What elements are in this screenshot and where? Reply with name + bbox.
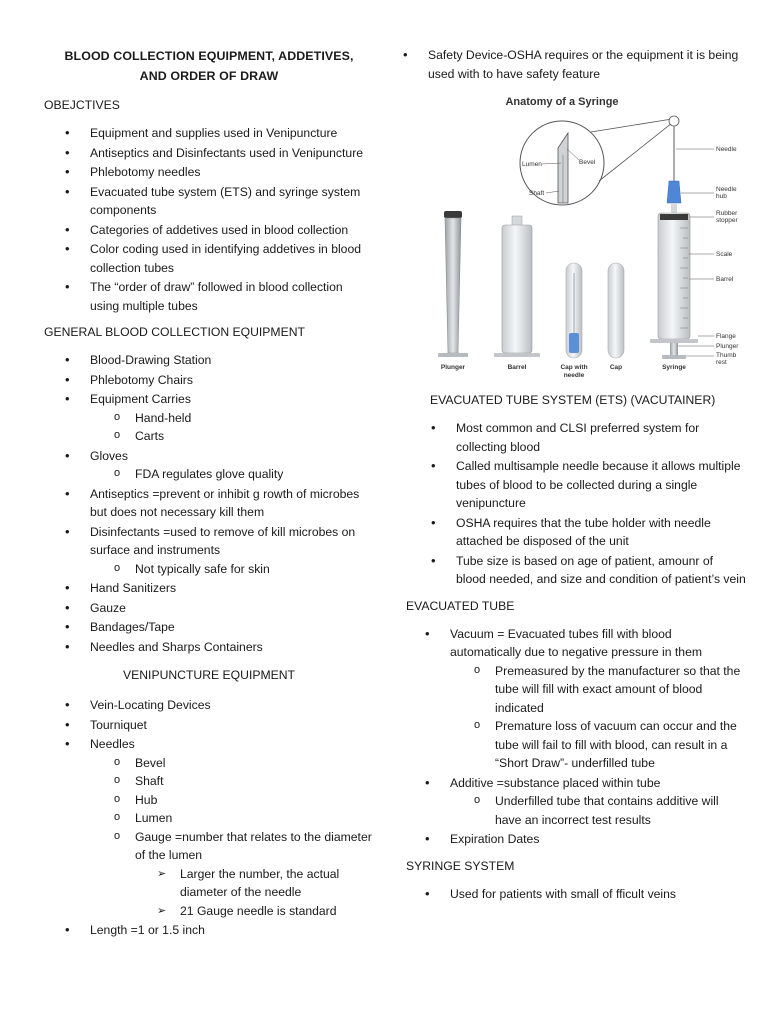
list-item: • Color coding used in identifying addetives in blood collection tubes bbox=[44, 240, 374, 277]
label-rubber-stopper-2: stopper bbox=[716, 217, 738, 224]
list-item bbox=[44, 447, 374, 484]
right-column bbox=[406, 0, 746, 904]
list-item: • Phlebotomy Chairs bbox=[44, 371, 374, 390]
label-thumb-rest-2: rest bbox=[716, 359, 727, 366]
left-column bbox=[44, 0, 374, 941]
general-equipment-list bbox=[44, 351, 374, 656]
label-needle: Needle bbox=[716, 146, 737, 153]
sub-list-item: o Shaft bbox=[90, 772, 374, 791]
list-item-text: Needles bbox=[90, 737, 135, 751]
list-item bbox=[404, 774, 746, 830]
sub-list bbox=[44, 409, 374, 446]
cap-needle-hub bbox=[569, 333, 579, 353]
label-bevel: Bevel bbox=[579, 159, 596, 166]
list-item: • Antiseptics and Disinfectants used in Venipuncture bbox=[44, 144, 374, 163]
evacuated-tube-list bbox=[404, 625, 746, 849]
safety-list bbox=[382, 46, 746, 83]
barrel-tip bbox=[512, 216, 522, 226]
list-item bbox=[44, 735, 374, 920]
venipuncture-heading: VENIPUNCTURE EQUIPMENT bbox=[123, 668, 295, 682]
list-item-text: Gloves bbox=[90, 448, 128, 463]
syringe-tip bbox=[671, 203, 677, 213]
sub-list-item: o Premeasured by the manufacturer so that the tube will fill with exact amount of blood indicated bbox=[450, 662, 746, 718]
zoom-line bbox=[591, 119, 672, 132]
syringe-barrel bbox=[658, 213, 690, 339]
sub-list bbox=[404, 662, 746, 773]
sub-list-item: o Bevel bbox=[90, 754, 374, 773]
title-line-2: AND ORDER OF DRAW bbox=[139, 69, 279, 83]
caption-barrel: Barrel bbox=[507, 364, 527, 371]
barrel-flange bbox=[494, 353, 540, 357]
list-item: • Needles and Sharps Containers bbox=[44, 638, 374, 657]
list-item: • Tube size is based on age of patient, amounr of blood needed, and size and condition of patient’s vein bbox=[410, 552, 746, 589]
list-item: • Equipment and supplies used in Venipuncture bbox=[44, 124, 374, 143]
sub-list-item: o Hub bbox=[90, 791, 374, 810]
list-item: • Most common and CLSI preferred system for collecting blood bbox=[410, 419, 746, 456]
syringe-anatomy-figure bbox=[434, 93, 746, 379]
label-lumen: Lumen bbox=[522, 161, 542, 168]
list-item: • Categories of addetives used in blood collection bbox=[44, 221, 374, 240]
plunger-rod bbox=[445, 218, 461, 353]
list-item-text: Vacuum = Evacuated tubes fill with blood automatically due to negative pressure in them bbox=[450, 626, 703, 659]
label-shaft: Shaft bbox=[529, 190, 545, 197]
label-barrel: Barrel bbox=[716, 276, 734, 283]
sub-list-item: o Carts bbox=[90, 427, 374, 446]
sub-sub-list bbox=[90, 865, 374, 921]
list-item: • Called multisample needle because it allows multiple tubes of blood to be collected during a single venipuncture bbox=[410, 457, 746, 513]
label-rubber-stopper-1: Rubber bbox=[716, 210, 738, 217]
sub-list-item: o FDA regulates glove quality bbox=[90, 465, 374, 484]
list-item: • Used for patients with small of fficult veins bbox=[404, 885, 746, 904]
label-flange: Flange bbox=[716, 333, 736, 340]
list-item: • Phlebotomy needles bbox=[44, 163, 374, 182]
list-item: • Vein-Locating Devices bbox=[44, 696, 374, 715]
list-item-text: Additive =substance placed within tube bbox=[450, 775, 661, 790]
sub-list-item: o Underfilled tube that contains additive will have an incorrect test results bbox=[450, 792, 746, 829]
syringe-flange bbox=[650, 339, 698, 343]
syringe-system-heading: SYRINGE SYSTEM bbox=[406, 858, 515, 873]
list-item: • Gauze bbox=[44, 599, 374, 618]
sub-list-item: o Lumen bbox=[90, 809, 374, 828]
list-item-text: Disinfectants =used to remove of kill microbes on surface and instruments bbox=[90, 524, 356, 557]
barrel-body bbox=[502, 225, 532, 353]
caption-cap-with-needle-2: needle bbox=[563, 372, 585, 379]
caption-syringe: Syringe bbox=[662, 364, 686, 371]
syringe-thumb-rest bbox=[662, 355, 686, 359]
list-item: • OSHA requires that the tube holder with needle attached be disposed of the unit bbox=[410, 514, 746, 551]
label-needle-hub-2: hub bbox=[716, 193, 727, 200]
list-item bbox=[44, 523, 374, 579]
list-item bbox=[44, 390, 374, 446]
list-item: • Tourniquet bbox=[44, 716, 374, 735]
label-thumb-rest-1: Thumb bbox=[716, 352, 737, 359]
sub-list-item-text: Gauge =number that relates to the diameter of the lumen bbox=[135, 829, 372, 862]
list-item: • Length =1 or 1.5 inch bbox=[44, 921, 374, 940]
venipuncture-list bbox=[44, 696, 374, 940]
sub-list-item: o Premature loss of vacuum can occur and the tube will fail to fill with blood, can result in a “Short Draw”- underfilled tube bbox=[450, 717, 746, 773]
title-line-1: BLOOD COLLECTION EQUIPMENT, ADDETIVES, bbox=[64, 49, 354, 63]
caption-plunger: Plunger bbox=[440, 364, 466, 371]
plunger-thumb bbox=[438, 353, 468, 357]
sub-list bbox=[44, 754, 374, 921]
sub-list bbox=[44, 465, 374, 484]
syringe-plunger bbox=[670, 343, 678, 355]
syringe-illustration bbox=[434, 93, 746, 379]
list-item: • Safety Device-OSHA requires or the equipment it is being used with to have safety feature bbox=[382, 46, 746, 83]
sub-sub-list-item: ➢ 21 Gauge needle is standard bbox=[135, 902, 374, 921]
caption-cap-with-needle-1: Cap with bbox=[560, 364, 588, 371]
label-scale: Scale bbox=[716, 251, 733, 258]
syringe-needle-hub bbox=[667, 181, 681, 203]
list-item: • Blood-Drawing Station bbox=[44, 351, 374, 370]
document-title bbox=[44, 46, 374, 86]
objectives-heading: OBEJCTIVES bbox=[44, 98, 120, 112]
ets-list bbox=[410, 419, 746, 589]
sub-list-item: o Not typically safe for skin bbox=[90, 560, 374, 579]
sub-list-item bbox=[90, 828, 374, 921]
zoom-line bbox=[599, 123, 672, 181]
needle-tip-marker bbox=[669, 116, 679, 126]
sub-list bbox=[404, 792, 746, 829]
sub-sub-list-item: ➢ Larger the number, the actual diameter of the needle bbox=[135, 865, 374, 902]
objectives-list bbox=[44, 124, 374, 315]
label-needle-hub-1: Needle bbox=[716, 186, 737, 193]
label-plunger: Plunger bbox=[716, 343, 739, 350]
list-item: • Hand Sanitizers bbox=[44, 579, 374, 598]
figure-title: Anatomy of a Syringe bbox=[505, 96, 619, 108]
list-item: • Antiseptics =prevent or inhibit g rowth of microbes but does not necessary kill them bbox=[44, 485, 374, 522]
list-item: • Expiration Dates bbox=[404, 830, 746, 849]
syringe-rubber-stopper bbox=[660, 214, 688, 220]
evacuated-tube-heading: EVACUATED TUBE bbox=[406, 598, 515, 613]
plunger-stopper bbox=[444, 211, 462, 218]
list-item: • The “order of draw” followed in blood collection using multiple tubes bbox=[44, 278, 374, 315]
sub-list-item: o Hand-held bbox=[90, 409, 374, 428]
cap-body bbox=[608, 263, 624, 358]
caption-cap: Cap bbox=[609, 364, 623, 371]
list-item bbox=[404, 625, 746, 773]
list-item: • Evacuated tube system (ETS) and syringe system components bbox=[44, 183, 374, 220]
general-equipment-heading: GENERAL BLOOD COLLECTION EQUIPMENT bbox=[44, 325, 305, 339]
syringe-system-list bbox=[404, 885, 746, 904]
list-item: • Bandages/Tape bbox=[44, 618, 374, 637]
sub-list bbox=[44, 560, 374, 579]
ets-heading: EVACUATED TUBE SYSTEM (ETS) (VACUTAINER) bbox=[430, 393, 716, 407]
list-item-text: Equipment Carries bbox=[90, 392, 191, 406]
